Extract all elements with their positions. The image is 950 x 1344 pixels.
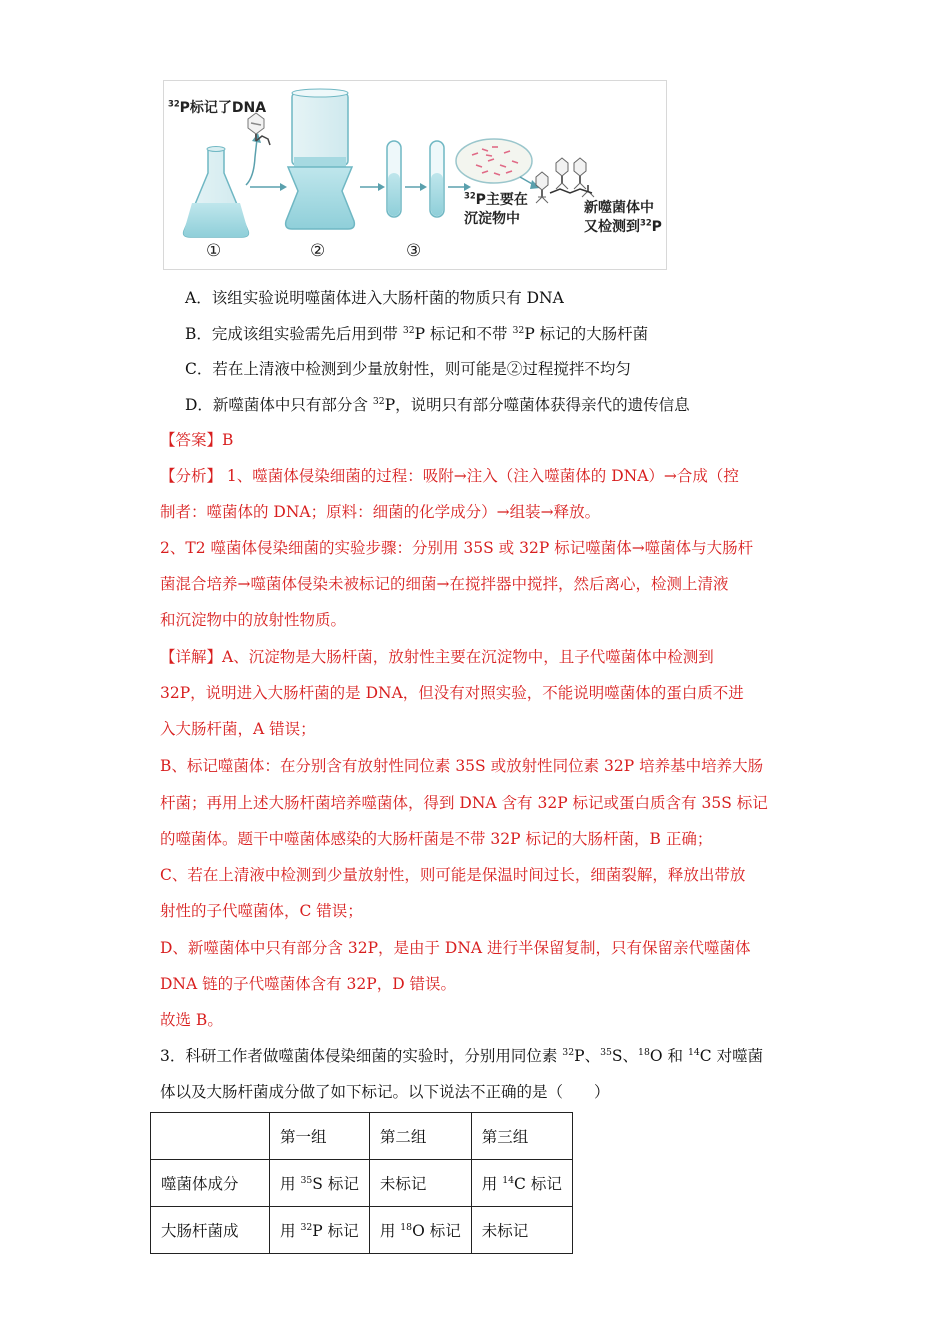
experiment-figure (163, 80, 667, 270)
table-cell: 未标记 (471, 1207, 572, 1254)
label-sediment: $^{32}$P主要在 沉淀物中 (464, 190, 528, 227)
conclusion-line: 故选 B。 (160, 1011, 223, 1029)
analysis-line: 制者：噬菌体的 DNA；原料：细菌的化学成分）→组装→释放。 (160, 503, 601, 521)
label-dna-marked: $^{32}$P标记了DNA (168, 98, 267, 116)
option-a: A．该组实验说明噬菌体进入大肠杆菌的物质只有 DNA (185, 289, 564, 307)
table-cell: 噬菌体成分 (151, 1160, 270, 1207)
option-c: C．若在上清液中检测到少量放射性，则可能是②过程搅拌不均匀 (185, 360, 631, 378)
table-cell: 用 $^{35}$S 标记 (270, 1160, 370, 1207)
table-cell: 用 $^{32}$P 标记 (270, 1207, 370, 1254)
detail-line: 【详解】A、沉淀物是大肠杆菌，放射性主要在沉淀物中，且子代噬菌体中检测到 (160, 648, 714, 666)
option-b: B．完成该组实验需先后用到带 $^{32}$P 标记和不带 $^{32}$P 标记的大肠杆菌 (185, 324, 649, 343)
table-cell: 用 $^{14}$C 标记 (471, 1160, 572, 1207)
analysis-line: 和沉淀物中的放射性物质。 (160, 611, 347, 629)
petri-dish-icon (456, 139, 532, 183)
table-header-cell: 第一组 (270, 1113, 370, 1160)
detail-line: 32P，说明进入大肠杆菌的是 DNA，但没有对照实验，不能说明噬菌体的蛋白质不进 (160, 684, 744, 702)
detail-line: 入大肠杆菌，A 错误； (160, 720, 316, 738)
new-phages-icon (536, 158, 594, 203)
blender-icon (286, 89, 355, 229)
analysis-line: 菌混合培养→噬菌体侵染未被标记的细菌→在搅拌器中搅拌，然后离心，检测上清液 (160, 575, 729, 593)
option-d: D．新噬菌体中只有部分含 $^{32}$P，说明只有部分噬菌体获得亲代的遗传信息 (185, 395, 690, 414)
detail-line: 射性的子代噬菌体，C 错误； (160, 902, 363, 920)
analysis-line: 2、T2 噬菌体侵染细菌的实验步骤：分别用 35S 或 32P 标记噬菌体→噬菌体与大肠杆 (160, 539, 754, 557)
detail-line: DNA 链的子代噬菌体含有 32P，D 错误。 (160, 975, 457, 993)
detail-line: 杆菌；再用上述大肠杆菌培养噬菌体，得到 DNA 含有 32P 标记或蛋白质含有 35S 标记 (160, 794, 768, 812)
flask-icon (184, 147, 249, 238)
analysis-line: 【分析】 1、噬菌体侵染细菌的过程：吸附→注入（注入噬菌体的 DNA）→合成（控 (160, 467, 739, 485)
table-header-cell: 第二组 (369, 1113, 471, 1160)
answer-line: 【答案】B (160, 431, 234, 449)
table-header-row (151, 1113, 573, 1160)
table-cell: 大肠杆菌成 (151, 1207, 270, 1254)
detail-line: 的噬菌体。题干中噬菌体感染的大肠杆菌是不带 32P 标记的大肠杆菌，B 正确； (160, 830, 713, 848)
detail-line: B、标记噬菌体：在分别含有放射性同位素 35S 或放射性同位素 32P 培养基中培养大肠 (160, 757, 764, 775)
label-new-phage: 新噬菌体中 又检测到$^{32}$P (584, 200, 662, 235)
table-row (151, 1207, 573, 1254)
table-row (151, 1160, 573, 1207)
detail-line: D、新噬菌体中只有部分含 32P，是由于 DNA 进行半保留复制，只有保留亲代噬菌体 (160, 939, 751, 957)
detail-line: C、若在上清液中检测到少量放射性，则可能是保温时间过长，细菌裂解，释放出带放 (160, 866, 746, 884)
step-2-label: ② (310, 241, 326, 261)
step-3-label: ③ (406, 241, 422, 261)
table-cell: 用 $^{18}$O 标记 (369, 1207, 471, 1254)
table-cell: 未标记 (369, 1160, 471, 1207)
label-table (150, 1112, 573, 1254)
test-tube-icon (430, 141, 444, 217)
table-header-cell (151, 1113, 270, 1160)
test-tube-icon (387, 141, 401, 217)
question-3-line-2: 体以及大肠杆菌成分做了如下标记。以下说法不正确的是（ ） (160, 1083, 610, 1101)
table-header-cell: 第三组 (471, 1113, 572, 1160)
arrow-up (246, 139, 257, 185)
step-1-label: ① (206, 241, 222, 261)
question-3-line-1: 3．科研工作者做噬菌体侵染细菌的实验时，分别用同位素 $^{32}$P、$^{35}$S、$^{18}$O 和 $^{14}$C 对噬菌 (160, 1046, 764, 1065)
